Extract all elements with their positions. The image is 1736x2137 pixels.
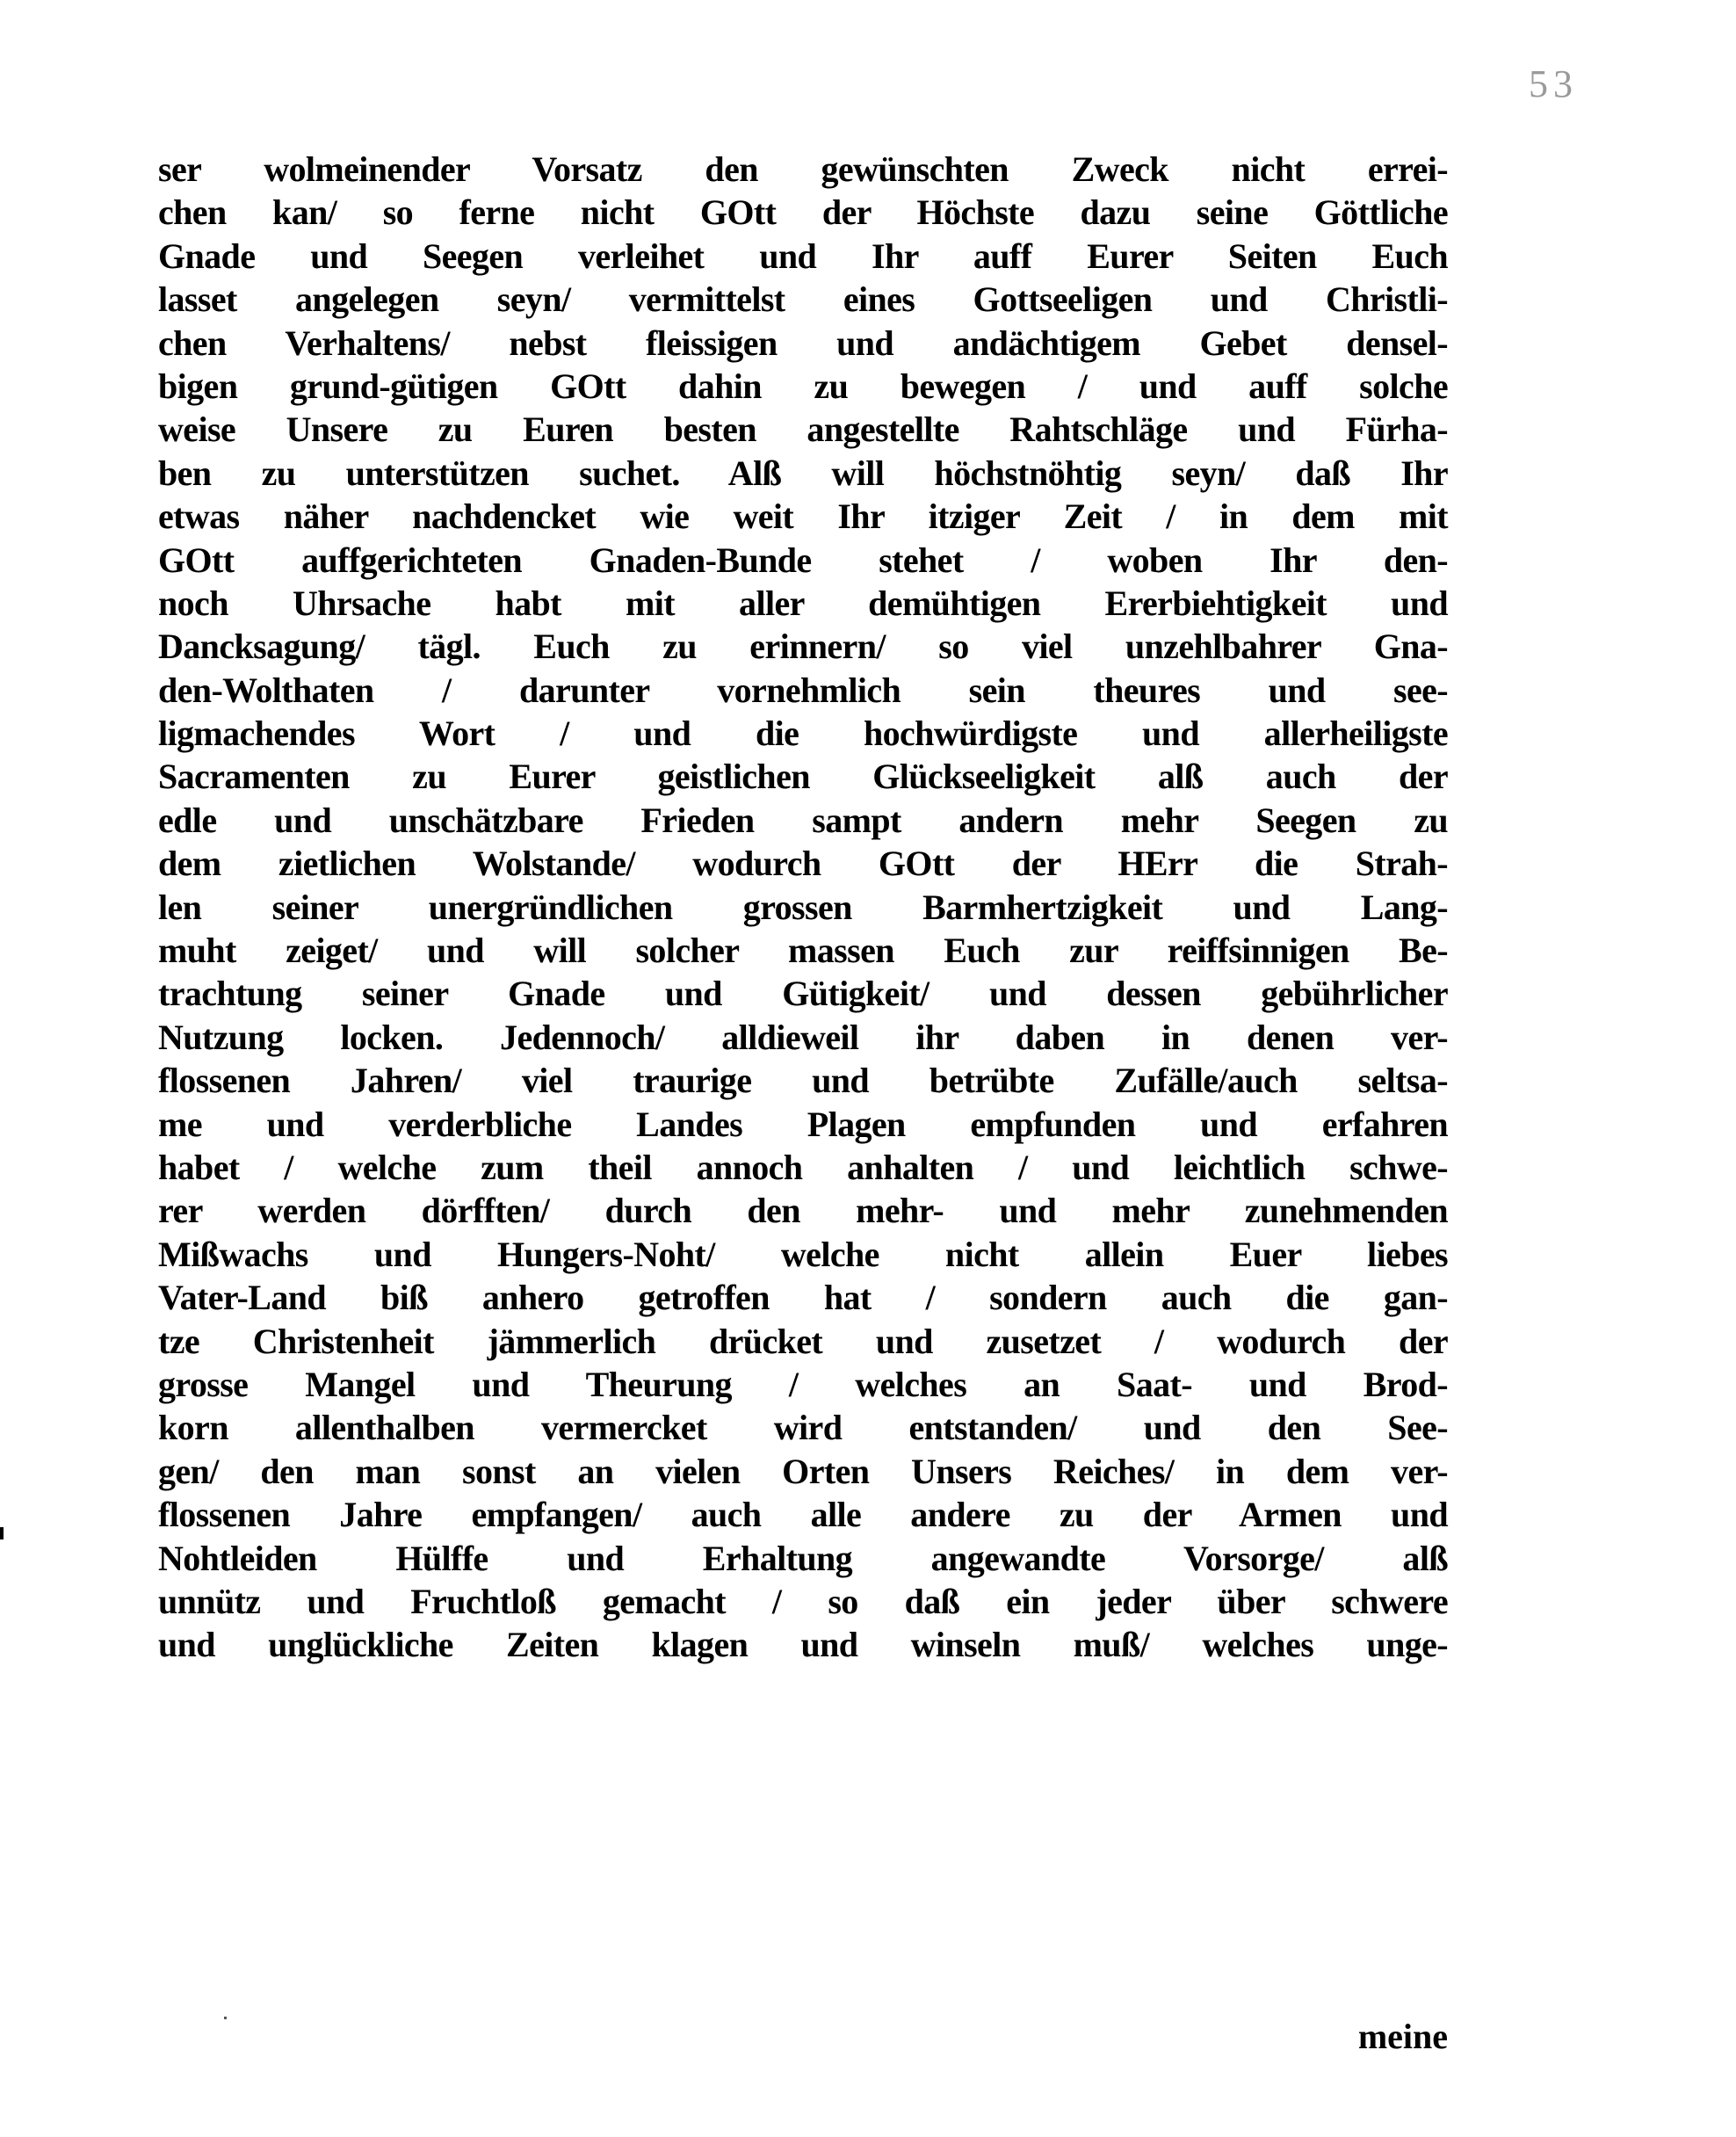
text-line: etwas näher nachdencket wie weit Ihr itziger Zeit / in dem mit — [158, 496, 1448, 537]
text-line: gen/ den man sonst an vielen Orten Unsers Reiches/ in dem ver- — [158, 1451, 1448, 1491]
text-line: flossenen Jahren/ viel traurige und betrübte Zufälle/auch seltsa- — [158, 1061, 1448, 1101]
scan-speck — [224, 2017, 227, 2019]
text-line: grosse Mangel und Theurung / welches an Saat- und Brod- — [158, 1364, 1448, 1404]
text-line: trachtung seiner Gnade und Gütigkeit/ und dessen gebührlicher — [158, 974, 1448, 1014]
body-text — [158, 148, 1448, 1667]
text-line: dem zietlichen Wolstande/ wodurch GOtt der HErr die Strah- — [158, 844, 1448, 884]
text-line: noch Uhrsache habt mit aller demühtigen Ererbiehtigkeit und — [158, 583, 1448, 623]
text-line: ben zu unterstützen suchet. Alß will höchstnöhtig seyn/ daß Ihr — [158, 453, 1448, 493]
text-line: und unglückliche Zeiten klagen und winseln muß/ welches unge- — [158, 1625, 1448, 1665]
text-line: ligmachendes Wort / und die hochwürdigste und allerheiligste — [158, 714, 1448, 754]
text-line: chen Verhaltens/ nebst fleissigen und andächtigem Gebet densel- — [158, 322, 1448, 363]
text-line: me und verderbliche Landes Plagen empfunden und erfahren — [158, 1104, 1448, 1144]
text-line: Nohtleiden Hülffe und Erhaltung angewandte Vorsorge/ alß — [158, 1538, 1448, 1578]
text-line: korn allenthalben vermercket wird entstanden/ und den See- — [158, 1408, 1448, 1448]
text-line: muht zeiget/ und will solcher massen Euch zur reiffsinnigen Be- — [158, 931, 1448, 971]
margin-mark — [0, 1527, 4, 1539]
text-line: weise Unsere zu Euren besten angestellte Rahtschläge und Fürha- — [158, 409, 1448, 450]
text-line: Gnade und Seegen verleihet und Ihr auff Eurer Seiten Euch — [158, 235, 1448, 276]
text-line: Vater-Land biß anhero getroffen hat / sondern auch die gan- — [158, 1278, 1448, 1318]
text-line: edle und unschätzbare Frieden sampt andern mehr Seegen zu — [158, 800, 1448, 840]
text-line: flossenen Jahre empfangen/ auch alle andere zu der Armen und — [158, 1495, 1448, 1535]
text-line: rer werden dörfften/ durch den mehr- und mehr zunehmenden — [158, 1191, 1448, 1231]
text-line: den-Wolthaten / darunter vornehmlich sein theures und see- — [158, 670, 1448, 710]
text-line: len seiner unergründlichen grossen Barmhertzigkeit und Lang- — [158, 887, 1448, 927]
page-number: 53 — [1529, 62, 1578, 105]
text-line: tze Christenheit jämmerlich drücket und zusetzet / wodurch der — [158, 1321, 1448, 1361]
text-line: Sacramenten zu Eurer geistlichen Glückseeligkeit alß auch der — [158, 757, 1448, 797]
text-line: lasset angelegen seyn/ vermittelst eines Gottseeligen und Christli- — [158, 279, 1448, 320]
text-line: unnütz und Fruchtloß gemacht / so daß ein jeder über schwere — [158, 1581, 1448, 1621]
catchword: meine — [1357, 2017, 1448, 2056]
text-line: Mißwachs und Hungers-Noht/ welche nicht allein Euer liebes — [158, 1234, 1448, 1274]
text-line: GOtt auffgerichteten Gnaden-Bunde stehet / woben Ihr den- — [158, 540, 1448, 580]
text-line: bigen grund-gütigen GOtt dahin zu bewegen / und auff solche — [158, 366, 1448, 406]
text-line: habet / welche zum theil annoch anhalten / und leichtlich schwe- — [158, 1147, 1448, 1187]
text-line: ser wolmeinender Vorsatz den gewünschten Zweck nicht errei- — [158, 149, 1448, 189]
text-line: Nutzung locken. Jedennoch/ alldieweil ihr daben in denen ver- — [158, 1017, 1448, 1057]
text-line: chen kan/ so ferne nicht GOtt der Höchste dazu seine Göttliche — [158, 192, 1448, 233]
text-line: Dancksagung/ tägl. Euch zu erinnern/ so viel unzehlbahrer Gna- — [158, 627, 1448, 667]
